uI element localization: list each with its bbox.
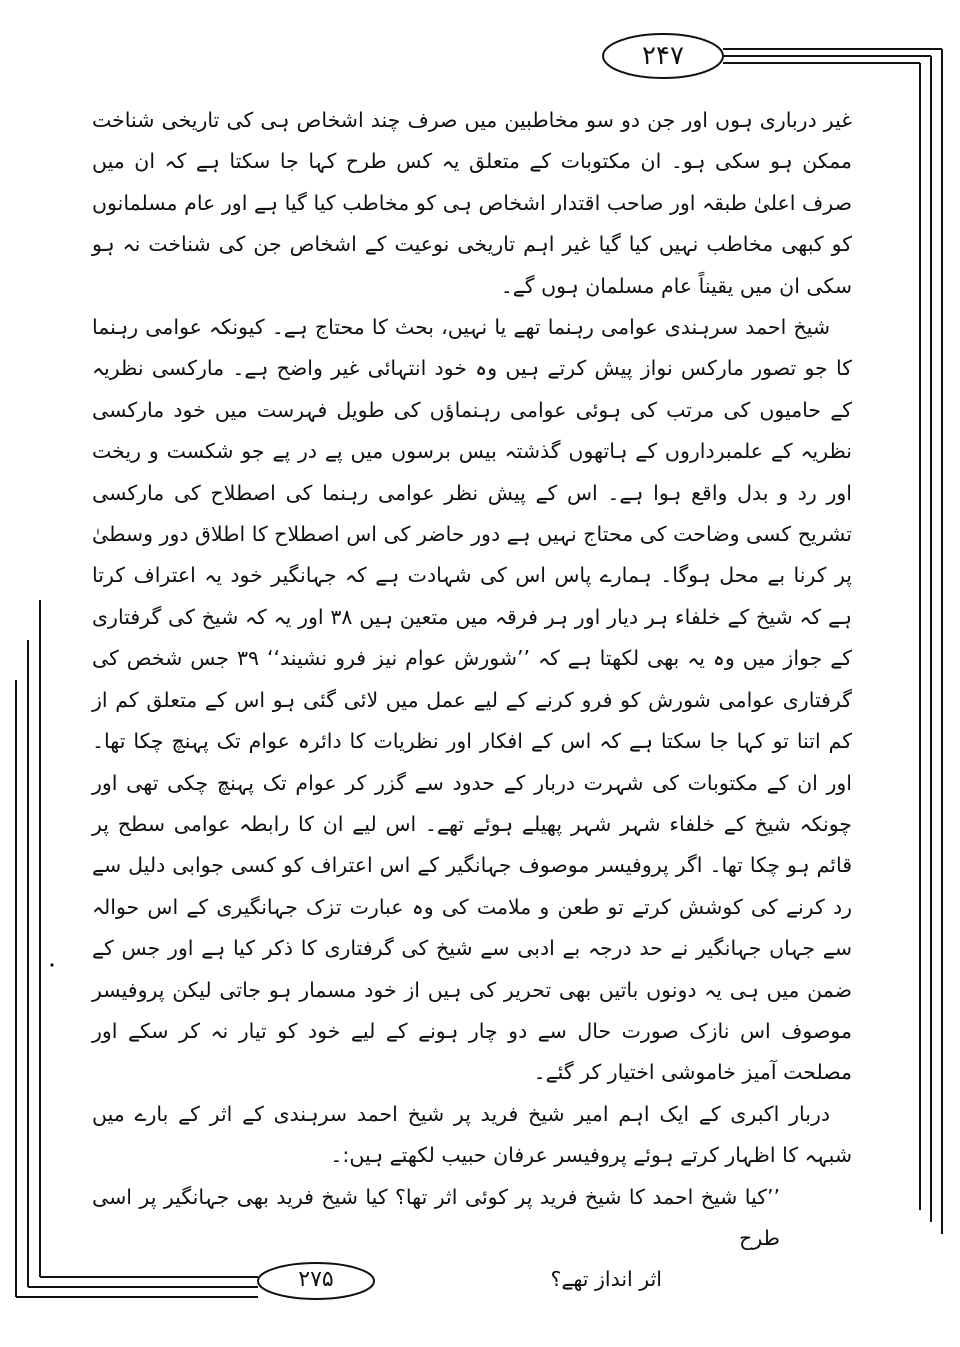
quote-line-2: اثر انداز تھے؟ (550, 1267, 662, 1292)
page-number-top: ۲۴۷ (642, 41, 684, 71)
paragraph-1: غیر درباری ہوں اور جن دو سو مخاطبین میں صرف چند اشخاص ہی کی تاریخی شناخت ممکن ہو سکی ہو۔ ان مکتوبات کے متعلق یہ کس طرح کہا جا سکتا ہے کہ ان میں صرف اعلیٰ طبقہ اور صاحب اقتدار اشخاص ہی کو مخاطب کیا گیا ہے اور عام مسلمانوں کو کبھی مخاطب نہیں کیا گیا غیر اہم تاریخی نوعیت کے اشخاص جن کی شناخت نہ ہو سکی ان میں یقیناً عام مسلمان ہوں گے۔ (92, 108, 852, 298)
paragraph-3: دربار اکبری کے ایک اہم امیر شیخ فرید پر شیخ احمد سرہندی کے اثر کے بارے میں شبہہ کا اظہار کرتے ہوئے پروفیسر عرفان حبیب لکھتے ہیں:۔ (92, 1101, 852, 1168)
urdu-text-body (92, 100, 852, 1301)
quote-line-1: ’’کیا شیخ احمد کا شیخ فرید پر کوئی اثر تھا؟ کیا شیخ فرید بھی جہانگیر پر اسی طرح (92, 1184, 780, 1250)
paragraph-2: شیخ احمد سرہندی عوامی رہنما تھے یا نہیں، بحث کا محتاج ہے۔ کیونکہ عوامی رہنما کا جو تصور مارکس نواز پیش کرتے ہیں وہ خود انتہائی غیر واضح ہے۔ مارکسی نظریہ کے حامیوں کی مرتب کی ہوئی عوامی رہنماؤں کی طویل فہرست میں خود مارکسی نظریہ کے علمبرداروں کے ہاتھوں گذشتہ بیس برسوں میں پے در پے جو شکست و ریخت اور رد و بدل واقع ہوا ہے۔ اس کے پیش نظر عوامی رہنما کی اصطلاح کی مارکسی تشریح کسی وضاحت کی محتاج نہیں ہے دور حاضر کی اس اصطلاح کا اطلاق دور وسطیٰ پر کرنا بے محل ہوگا۔ ہمارے پاس اس کی شہادت ہے کہ جہانگیر خود یہ اعتراف کرتا ہے کہ شیخ کے خلفاء ہر دیار اور ہر فرقہ میں متعین ہیں ۳۸ اور یہ کہ شیخ کی گرفتاری کے جواز میں وہ یہ بھی لکھتا ہے کہ ’’شورش عوام نیز فرو نشیند‘‘ ۳۹ جس شخص کی گرفتاری عوامی شورش کو فرو کرنے کے لیے عمل میں لائی گئی ہو اس کے متعلق کم از کم اتنا تو کہا جا سکتا ہے کہ اس کے افکار اور نظریات کا دائرہ عوام تک پہنچ چکا تھا۔ اور ان کے مکتوبات کی شہرت دربار کے حدود سے گزر کر عوام تک پہنچ چکی تھی اور چونکہ شیخ کے خلفاء شہر شہر پھیلے ہوئے تھے۔ اس لیے ان کا رابطہ عوامی سطح پر قائم ہو چکا تھا۔ اگر پروفیسر موصوف جہانگیر کے اس اعتراف کو کسی جوابی دلیل سے رد کرنے کی کوشش کرتے تو طعن و ملامت کی وہ عبارت تزک جہانگیری کے اس حوالہ سے جہاں جہانگیر نے حد درجہ بے ادبی سے شیخ کی گرفتاری کا ذکر کیا ہے اور جس کے ضمن میں ہی یہ دونوں باتیں بھی تحریر کی ہیں از خود مسمار ہو جاتی لیکن پروفیسر موصوف اس نازک صورت حال سے دو چار ہونے کے لیے خود کو تیار نہ کر سکے اور مصلحت آمیز خاموشی اختیار کر گئے۔ (92, 315, 852, 1085)
page-number-bottom: ۲۷۵ (298, 1267, 334, 1292)
